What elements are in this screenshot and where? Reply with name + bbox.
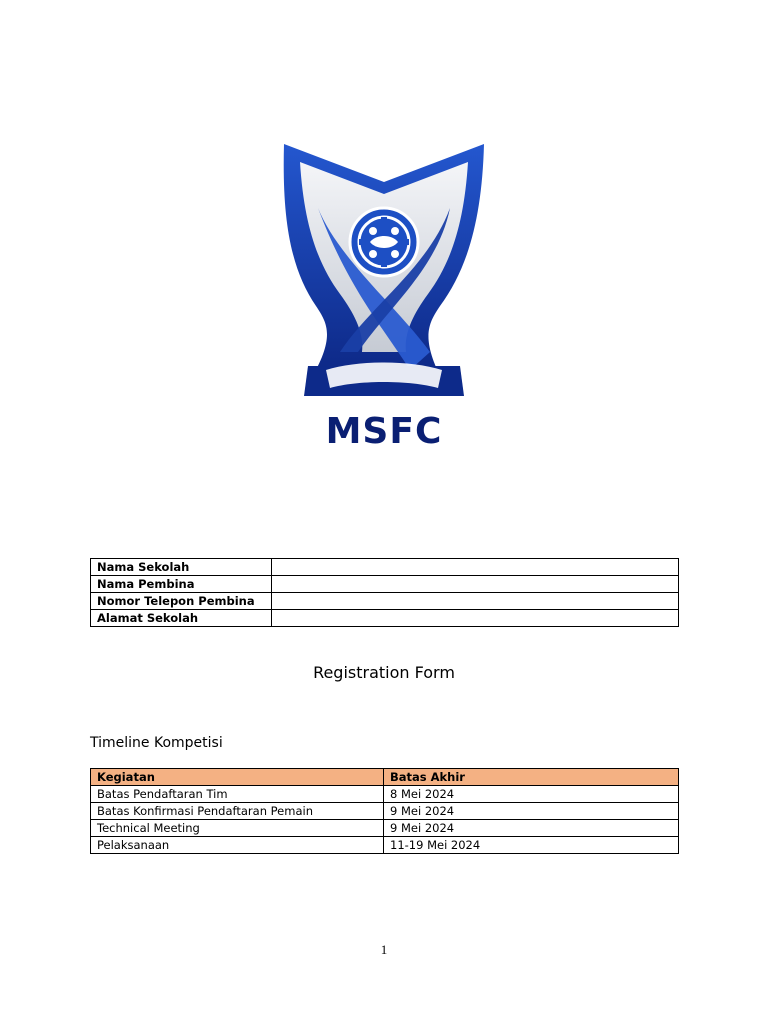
table-row xyxy=(91,576,679,593)
school-info-table xyxy=(90,558,679,627)
table-cell-batas-akhir: 9 Mei 2024 xyxy=(384,803,679,820)
field-label-alamat-sekolah: Alamat Sekolah xyxy=(91,610,272,627)
column-header-kegiatan: Kegiatan xyxy=(91,769,384,786)
table-cell-kegiatan: Pelaksanaan xyxy=(91,837,384,854)
table-cell-batas-akhir: 11-19 Mei 2024 xyxy=(384,837,679,854)
table-row xyxy=(91,820,679,837)
document-title: Registration Form xyxy=(313,663,455,682)
table-row xyxy=(91,610,679,627)
field-input-nama-sekolah[interactable] xyxy=(272,559,679,576)
table-cell-kegiatan: Technical Meeting xyxy=(91,820,384,837)
table-row xyxy=(91,559,679,576)
section-title-timeline: Timeline Kompetisi xyxy=(90,735,223,751)
page-number: 1 xyxy=(380,942,388,957)
trophy-shield-icon xyxy=(278,138,490,403)
table-cell-kegiatan: Batas Pendaftaran Tim xyxy=(91,786,384,803)
column-header-batas-akhir: Batas Akhir xyxy=(384,769,679,786)
field-label-nama-sekolah: Nama Sekolah xyxy=(91,559,272,576)
table-row xyxy=(91,786,679,803)
field-input-nama-pembina[interactable] xyxy=(272,576,679,593)
table-row xyxy=(91,593,679,610)
table-header-row xyxy=(91,769,679,786)
table-row xyxy=(91,837,679,854)
field-label-nomor-telepon: Nomor Telepon Pembina xyxy=(91,593,272,610)
msfc-logo xyxy=(278,138,490,454)
field-input-alamat-sekolah[interactable] xyxy=(272,610,679,627)
field-input-nomor-telepon[interactable] xyxy=(272,593,679,610)
timeline-table xyxy=(90,768,679,854)
table-cell-kegiatan: Batas Konfirmasi Pendaftaran Pemain xyxy=(91,803,384,820)
field-label-nama-pembina: Nama Pembina xyxy=(91,576,272,593)
table-cell-batas-akhir: 8 Mei 2024 xyxy=(384,786,679,803)
table-cell-batas-akhir: 9 Mei 2024 xyxy=(384,820,679,837)
table-row xyxy=(91,803,679,820)
logo-wordmark: MSFC xyxy=(325,411,443,452)
